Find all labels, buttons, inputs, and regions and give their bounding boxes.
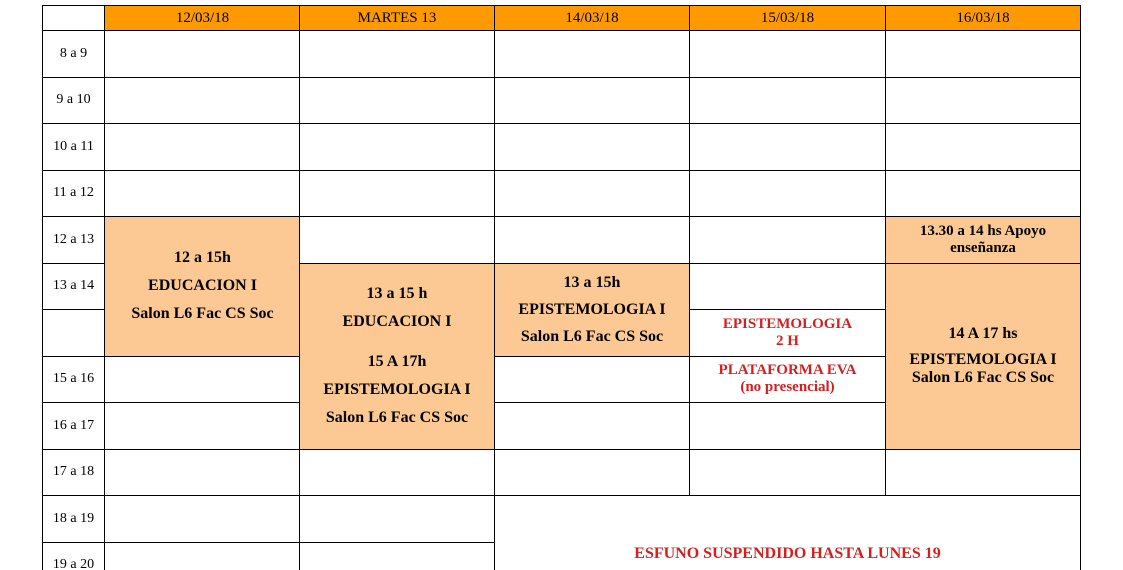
grid-line — [885, 5, 886, 496]
grid-line — [494, 402, 886, 403]
day-header-wednesday: 14/03/18 — [494, 6, 690, 30]
day-header-thursday: 15/03/18 — [690, 6, 885, 30]
event-platform-note: (no presencial) — [740, 379, 835, 395]
event-duration: 2 H — [776, 332, 799, 349]
event-platform: PLATAFORMA EVA — [718, 362, 857, 378]
time-slot-14-15 — [42, 309, 105, 356]
time-slot-11-12: 11 a 12 — [53, 185, 94, 200]
grid-line — [42, 263, 105, 264]
event-thursday-epistemologia — [690, 309, 885, 356]
event-time: 13 a 15h — [563, 273, 621, 291]
grid-line — [42, 542, 495, 543]
event-course: EPISTEMOLOGIA I — [518, 300, 666, 318]
grid-line — [494, 5, 495, 570]
event-course: EDUCACION I — [148, 277, 257, 294]
grid-line — [299, 5, 300, 570]
time-slot-8-9: 8 a 9 — [59, 45, 88, 61]
event-thursday-plataforma — [690, 356, 885, 402]
time-slot-12-13: 12 a 13 — [52, 231, 95, 247]
time-slot-13-14: 13 a 14 — [52, 278, 95, 293]
time-slot-19-20: 19 a 20 — [52, 557, 95, 570]
grid-line — [299, 263, 1081, 264]
time-slot-18-19: 18 a 19 — [52, 510, 95, 526]
grid-line — [42, 402, 300, 403]
event-room: Salon L6 Fac CS Soc — [911, 369, 1055, 386]
event-time: 14 A 17 hs — [948, 325, 1018, 342]
grid-line — [42, 77, 1081, 78]
grid-line — [104, 5, 105, 570]
time-slot-10-11: 10 a 11 — [53, 138, 94, 154]
event-course: EPISTEMOLOGIA I — [909, 351, 1057, 368]
grid-line — [42, 123, 1081, 124]
event-room: Salon L6 Fac CS Soc — [520, 327, 664, 345]
grid-line — [42, 216, 1081, 217]
esfuno-notice: ESFUNO SUSPENDIDO HASTA LUNES 19 — [634, 545, 941, 562]
grid-line — [42, 449, 1081, 450]
event-room: Salon L6 Fac CS Soc — [325, 409, 469, 426]
event-time: 13 a 15 h — [366, 285, 428, 302]
time-slot-9-10: 9 a 10 — [56, 92, 91, 107]
event-course: EDUCACION I — [342, 313, 452, 330]
event-time: 15 A 17h — [367, 353, 427, 370]
grid-line — [42, 5, 43, 570]
event-support-line1: 13.30 a 14 hs Apoyo — [919, 222, 1047, 239]
event-monday-educacion — [105, 216, 300, 356]
time-slot-17-18: 17 a 18 — [52, 464, 95, 479]
grid-line — [42, 5, 1081, 6]
day-header-friday: 16/03/18 — [885, 6, 1081, 30]
event-course: EPISTEMOLOGIA I — [323, 381, 471, 398]
event-course: EPISTEMOLOGIA — [722, 315, 853, 332]
grid-line — [494, 356, 886, 357]
grid-line — [42, 170, 1081, 171]
event-wednesday-epistemologia — [494, 263, 690, 356]
esfuno-notice-area — [494, 495, 1081, 570]
event-tuesday-educacion-epistemologia — [300, 263, 494, 449]
event-time: 12 a 15h — [174, 249, 231, 266]
event-room: Salon L6 Fac CS Soc — [131, 305, 274, 322]
event-friday-support — [885, 216, 1081, 263]
grid-line — [42, 30, 1081, 31]
grid-line — [42, 495, 1081, 496]
corner-cell — [42, 6, 105, 30]
event-friday-epistemologia — [885, 263, 1081, 449]
grid-line — [42, 356, 300, 357]
grid-line — [1080, 5, 1081, 570]
time-slot-16-17: 16 a 17 — [52, 417, 95, 433]
day-header-monday: 12/03/18 — [105, 6, 300, 30]
event-support-line2: enseñanza — [950, 239, 1016, 256]
grid-line — [689, 309, 886, 310]
grid-line — [689, 5, 690, 496]
day-header-tuesday: MARTES 13 — [300, 6, 494, 30]
time-slot-15-16: 15 a 16 — [52, 371, 95, 386]
grid-line — [42, 309, 105, 310]
